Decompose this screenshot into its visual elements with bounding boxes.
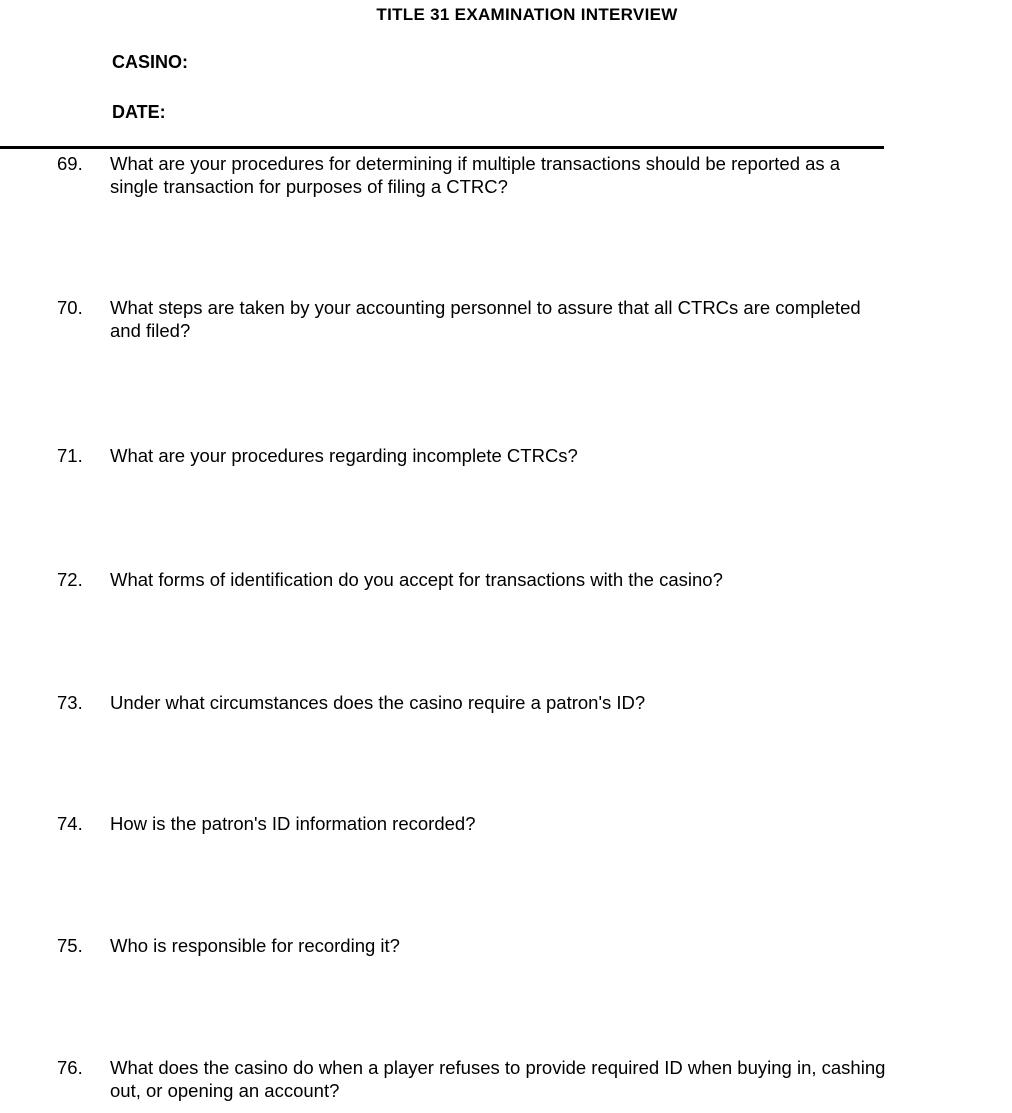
question-number: 71. bbox=[57, 445, 83, 466]
horizontal-rule bbox=[0, 146, 884, 149]
question-text-line: and filed? bbox=[110, 320, 191, 341]
question-number: 73. bbox=[57, 692, 83, 713]
question-item-76 bbox=[57, 1056, 1010, 1102]
question-text-line: What forms of identification do you accept for transactions with the casino? bbox=[110, 569, 723, 590]
question-item-73 bbox=[57, 691, 1010, 714]
question-text bbox=[110, 444, 1010, 467]
question-number: 76. bbox=[57, 1057, 83, 1078]
question-text-line: What are your procedures for determining if multiple transactions should be reported as a bbox=[110, 153, 841, 174]
question-text bbox=[110, 152, 1010, 198]
question-number: 74. bbox=[57, 813, 83, 834]
date-field-label: DATE: bbox=[112, 102, 166, 122]
question-text bbox=[110, 296, 1010, 342]
question-text-line: out, or opening an account? bbox=[110, 1080, 340, 1101]
question-text-line: What does the casino do when a player refuses to provide required ID when buying in, cashing bbox=[110, 1057, 886, 1078]
casino-field-label: CASINO: bbox=[112, 52, 188, 72]
question-text bbox=[110, 934, 1010, 957]
question-text-line: Under what circumstances does the casino require a patron's ID? bbox=[110, 692, 646, 713]
question-text bbox=[110, 812, 1010, 835]
question-number: 72. bbox=[57, 569, 83, 590]
question-text-line: single transaction for purposes of filing a CTRC? bbox=[110, 176, 508, 197]
question-text-line: Who is responsible for recording it? bbox=[110, 935, 400, 956]
document-title: TITLE 31 EXAMINATION INTERVIEW bbox=[376, 5, 678, 24]
question-number: 69. bbox=[57, 153, 83, 174]
question-text-line: How is the patron's ID information recorded? bbox=[110, 813, 476, 834]
question-text bbox=[110, 1056, 1010, 1102]
question-item-72 bbox=[57, 568, 1010, 591]
question-number: 75. bbox=[57, 935, 83, 956]
question-text bbox=[110, 568, 1010, 591]
question-item-69 bbox=[57, 152, 1010, 198]
question-number: 70. bbox=[57, 297, 83, 318]
question-text-line: What are your procedures regarding incomplete CTRCs? bbox=[110, 445, 578, 466]
question-item-71 bbox=[57, 444, 1010, 467]
question-item-70 bbox=[57, 296, 1010, 342]
question-text-line: What steps are taken by your accounting personnel to assure that all CTRCs are completed bbox=[110, 297, 861, 318]
question-text bbox=[110, 691, 1010, 714]
question-item-74 bbox=[57, 812, 1010, 835]
question-item-75 bbox=[57, 934, 1010, 957]
